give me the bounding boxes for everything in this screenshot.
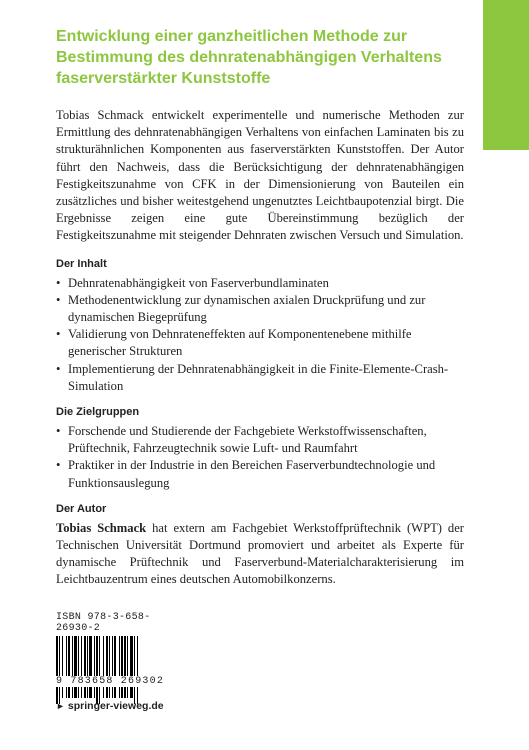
barcode-bar bbox=[68, 636, 70, 698]
barcode-bar bbox=[124, 636, 126, 698]
section-heading-zielgruppen: Die Zielgruppen bbox=[56, 406, 140, 419]
author-name: Tobias Schmack bbox=[56, 520, 147, 535]
barcode-bar bbox=[96, 636, 98, 704]
barcode-bar bbox=[119, 636, 120, 698]
barcode-bar bbox=[99, 636, 100, 704]
barcode-bar bbox=[74, 636, 77, 698]
arrow-right-icon: ► bbox=[56, 701, 65, 711]
list-item: • Forschende und Studierende der Fachgebiete Werkstoffwissenschaften, Prüftechnik, Fahrzeugtechnik sowie Luft- und Raumfahrt bbox=[56, 424, 427, 456]
bullet-icon: • bbox=[56, 424, 61, 439]
section-heading-inhalt: Der Inhalt bbox=[56, 257, 107, 270]
barcode-bar bbox=[114, 636, 116, 698]
barcode-bar bbox=[72, 636, 73, 698]
barcode-bar bbox=[87, 636, 88, 698]
barcode-bar bbox=[121, 636, 123, 698]
barcode-icon bbox=[56, 636, 166, 698]
intro-paragraph: Tobias Schmack entwickelt experimentelle und numerische Methoden zur Ermittlung des dehnratenabhängigen Verhaltens von einfachen Laminaten bis zu strukturähnlichen Komponenten aus faserverstärkten Kunststoffen. Der Autor führt den Nachweis, dass die Berücksichtigung der dehnratenabhängigen Festigkeitszunahme von CFK in der Dimensionierung von Bauteilen ein zusätzliches und bisher weitestgehend ungenutztes Leichtbaupotenzial birgt. Die Ergebnisse zeigen eine gute Übereinstimmung bezüglich der Festigkeitszunahme mit steigender Dehnraten zwischen Versuch und Simulation. bbox=[56, 108, 464, 243]
inhalt-list bbox=[56, 275, 464, 395]
back-cover-content bbox=[56, 26, 464, 589]
barcode-bar bbox=[62, 636, 63, 698]
barcode-bar bbox=[78, 636, 79, 698]
book-title: Entwicklung einer ganzheitlichen Methode zur Bestimmung des dehnratenabhängigen Verhaltens faserverstärkter Kunststoffe bbox=[56, 28, 442, 87]
barcode-bar bbox=[106, 636, 108, 698]
barcode-bar bbox=[81, 636, 82, 698]
barcode-bar bbox=[84, 636, 86, 698]
barcode-bar bbox=[134, 636, 135, 704]
bullet-icon: • bbox=[56, 292, 61, 307]
bullet-icon: • bbox=[56, 361, 61, 376]
bullet-icon: • bbox=[56, 458, 61, 473]
zielgruppen-list bbox=[56, 423, 464, 492]
list-item: • Validierung von Dehnrateneffekten auf Komponentenebene mithilfe generischer Strukturen bbox=[56, 327, 412, 359]
bullet-icon: • bbox=[56, 275, 61, 290]
barcode-bar bbox=[112, 636, 113, 698]
barcode-bar bbox=[56, 636, 58, 704]
author-paragraph bbox=[56, 520, 464, 589]
bullet-icon: • bbox=[56, 327, 61, 342]
isbn-label: ISBN 978-3-658-26930-2 bbox=[56, 612, 151, 634]
barcode-bar bbox=[89, 636, 92, 698]
cover-accent-bar bbox=[483, 0, 529, 150]
list-item: • Dehnratenabhängigkeit von Faserverbundlaminaten bbox=[56, 275, 464, 292]
barcode-bar bbox=[66, 636, 67, 698]
barcode-bar bbox=[103, 636, 104, 698]
author-bio: hat extern am Fachgebiet Werkstoffprüftechnik (WPT) der Technischen Universität Dortmund promoviert und arbeitet als Experte für dynamische Prüftechnik und Faserverbund-Materialcharakterisierung im Leichtbauzentrum eines deutschen Automobilkonzerns. bbox=[56, 520, 464, 587]
barcode-bar bbox=[137, 636, 138, 704]
barcode-bar bbox=[127, 636, 128, 698]
publisher-link[interactable] bbox=[56, 700, 164, 712]
barcode-bar bbox=[59, 636, 60, 704]
barcode-bar bbox=[94, 636, 95, 698]
list-item: • Praktiker in der Industrie in den Bereichen Faserverbundtechnologie und Funktionsauslegung bbox=[56, 458, 436, 490]
list-item: • Methodenentwicklung zur dynamischen axialen Druckprüfung und zur dynamischen Biegeprüfung bbox=[56, 292, 426, 325]
list-item: • Implementierung der Dehnratenabhängigkeit in die Finite-Elemente-Crash-Simulation bbox=[56, 361, 449, 393]
barcode-digits: 9 783658 269302 bbox=[56, 676, 176, 687]
publisher-url: springer-vieweg.de bbox=[67, 700, 164, 712]
section-heading-autor: Der Autor bbox=[56, 502, 107, 515]
isbn-barcode-block bbox=[56, 612, 176, 698]
barcode-bar bbox=[130, 636, 133, 698]
barcode-bar bbox=[109, 636, 110, 698]
